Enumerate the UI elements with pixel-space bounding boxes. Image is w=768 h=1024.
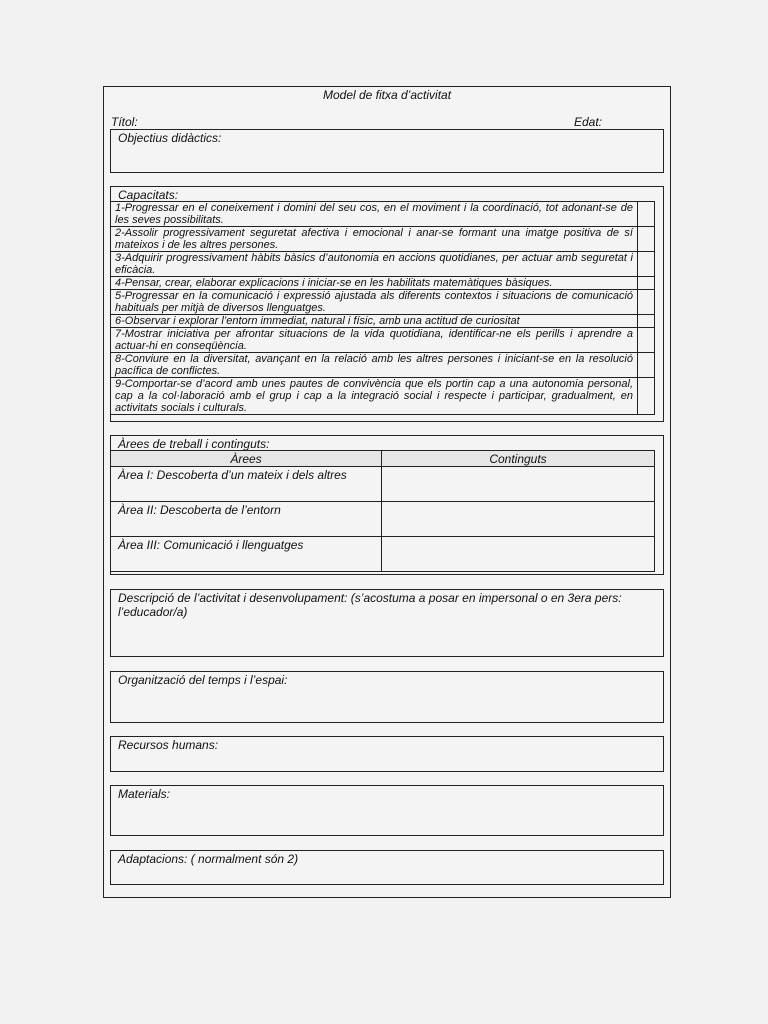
recursos-box — [110, 736, 664, 772]
area-continguts-cell[interactable] — [382, 502, 655, 537]
area-continguts-cell[interactable] — [382, 467, 655, 502]
capacitat-text: 8-Conviure en la diversitat, avançant en la relació amb les altres persones i iniciant-se en la resolució pacífica de conflictes. — [111, 353, 638, 378]
capacitat-text: 7-Mostrar iniciativa per afrontar situacions de la vida quotidiana, identificar-ne els perills i aprendre a actuar-hi en conseqüència. — [111, 328, 638, 353]
capacitat-text: 3-Adquirir progressivament hàbits bàsics d’autonomia en accions quotidianes, per actuar amb seguretat i eficàcia. — [111, 252, 638, 277]
area-row — [111, 502, 655, 537]
capacitat-row — [111, 328, 655, 353]
area-continguts-cell[interactable] — [382, 537, 655, 572]
capacitat-row — [111, 353, 655, 378]
capacitat-text: 5-Progressar en la comunicació i expressió ajustada als diferents contextos i situacions de comunicació habituals per mitjà de diversos llenguatges. — [111, 290, 638, 315]
descripcio-label: Descripció de l’activitat i desenvolupament: (s’acostuma a posar en impersonal o en 3era pers: l’educador/a) — [118, 591, 622, 619]
recursos-label: Recursos humans: — [118, 738, 219, 752]
form-title: Model de fitxa d’activitat — [322, 88, 452, 102]
col-continguts-header: Continguts — [382, 451, 655, 467]
capacitat-checkbox[interactable] — [638, 227, 655, 252]
edat-label: Edat: — [574, 115, 603, 129]
adaptacions-label: Adaptacions: ( normalment són 2) — [118, 852, 299, 866]
capacitat-text: 6-Observar i explorar l’entorn immediat, natural i físic, amb una actitud de curiositat — [111, 315, 638, 328]
capacitat-checkbox[interactable] — [638, 328, 655, 353]
capacitat-row — [111, 290, 655, 315]
capacitat-checkbox[interactable] — [638, 315, 655, 328]
capacitats-table — [110, 201, 655, 415]
area-name: Àrea III: Comunicació i llenguatges — [111, 537, 382, 572]
organitzacio-box — [110, 671, 664, 723]
objectius-label: Objectius didàctics: — [118, 131, 222, 145]
capacitat-text: 1-Progressar en el coneixement i domini del seu cos, en el moviment i la coordinació, tot adonant-se de les seves possibilitats. — [111, 202, 638, 227]
arees-table — [110, 450, 655, 572]
area-row — [111, 467, 655, 502]
capacitats-label: Capacitats: — [118, 188, 179, 202]
activity-form — [103, 86, 671, 898]
objectius-box — [110, 129, 664, 173]
capacitat-text: 2-Assolir progressivament seguretat afectiva i emocional i anar-se formant una imatge positiva de sí mateixos i de les altres persones. — [111, 227, 638, 252]
capacitat-checkbox[interactable] — [638, 202, 655, 227]
materials-box — [110, 785, 664, 836]
titol-label: Títol: — [111, 115, 138, 129]
capacitat-checkbox[interactable] — [638, 290, 655, 315]
arees-label: Àrees de treball i continguts: — [118, 437, 270, 451]
capacitat-row — [111, 252, 655, 277]
area-row — [111, 537, 655, 572]
capacitat-checkbox[interactable] — [638, 277, 655, 290]
area-name: Àrea I: Descoberta d’un mateix i dels altres — [111, 467, 382, 502]
capacitat-checkbox[interactable] — [638, 353, 655, 378]
adaptacions-box — [110, 850, 664, 885]
capacitat-row — [111, 378, 655, 415]
capacitat-row — [111, 202, 655, 227]
capacitat-row — [111, 277, 655, 290]
descripcio-box — [110, 589, 664, 657]
capacitat-checkbox[interactable] — [638, 252, 655, 277]
organitzacio-label: Organització del temps i l’espai: — [118, 673, 288, 687]
capacitat-row — [111, 227, 655, 252]
capacitat-text: 9-Comportar-se d’acord amb unes pautes de convivència que els portin cap a una autonomia personal, cap a la col·laboració amb el grup i cap a la integració social i respecte i participar, gradualment, en activitats socials i culturals. — [111, 378, 638, 415]
capacitat-row — [111, 315, 655, 328]
col-arees-header: Àrees — [111, 451, 382, 467]
area-name: Àrea II: Descoberta de l’entorn — [111, 502, 382, 537]
capacitat-checkbox[interactable] — [638, 378, 655, 415]
capacitat-text: 4-Pensar, crear, elaborar explicacions i iniciar-se en les habilitats matemàtiques bàsiques. — [111, 277, 638, 290]
materials-label: Materials: — [118, 787, 171, 801]
